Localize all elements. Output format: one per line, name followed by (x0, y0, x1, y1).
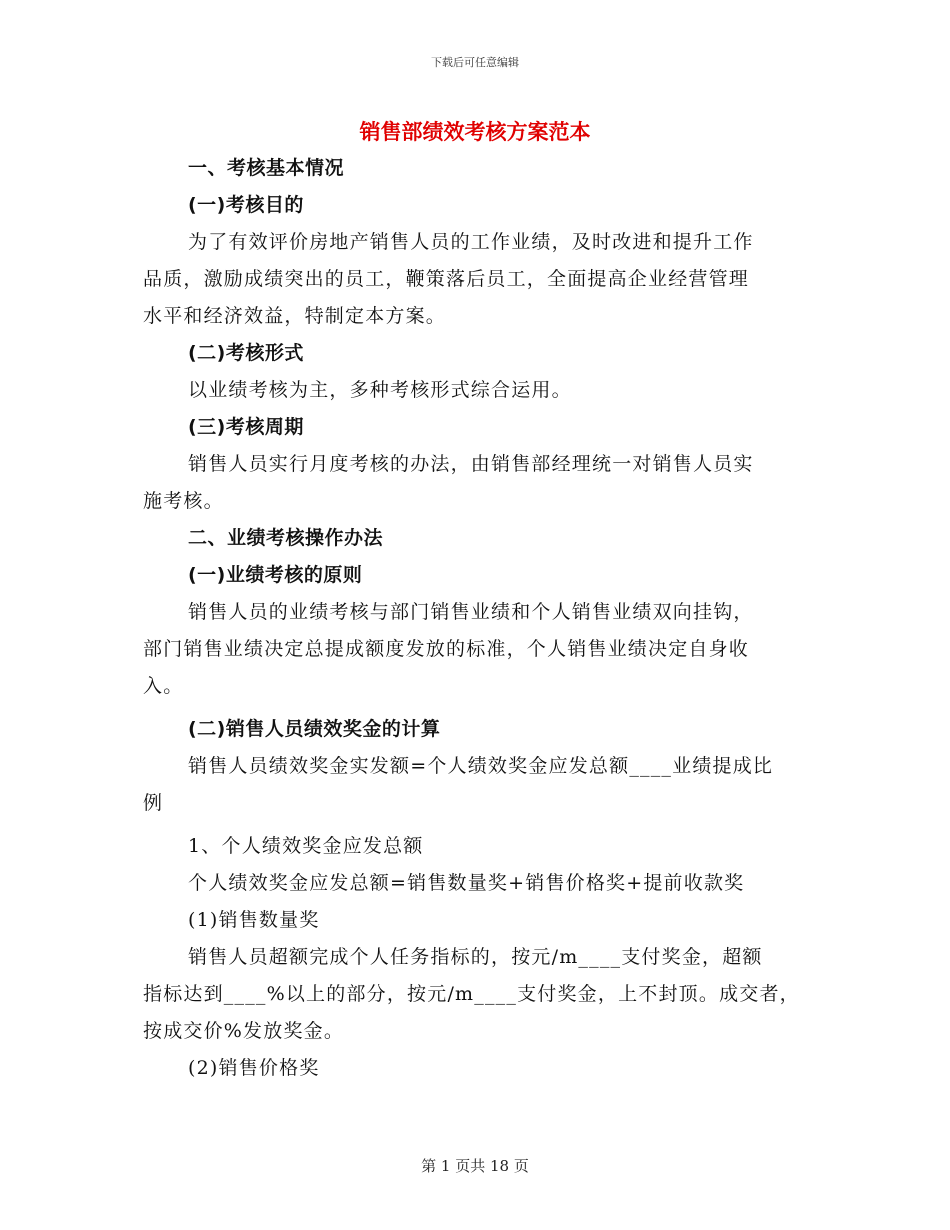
item-heading: (1)销售数量奖 (188, 909, 320, 931)
paragraph-line: 例 (143, 792, 164, 814)
paragraph-line: 销售人员的业绩考核与部门销售业绩和个人销售业绩双向挂钩， (188, 601, 754, 623)
page-header: 下载后可任意编辑 (431, 56, 519, 69)
paragraph-line: 部门销售业绩决定总提成额度发放的标准，个人销售业绩决定自身收 (143, 638, 750, 660)
document-body (143, 150, 813, 1087)
paragraph-line: 入。 (143, 675, 184, 697)
paragraph-line: 销售人员实行月度考核的办法，由销售部经理统一对销售人员实 (188, 453, 754, 475)
item-heading: (2)销售价格奖 (188, 1057, 320, 1079)
paragraph-line: 为了有效评价房地产销售人员的工作业绩，及时改进和提升工作 (188, 231, 754, 253)
paragraph-line: 水平和经济效益，特制定本方案。 (143, 305, 447, 327)
paragraph-line: 施考核。 (143, 490, 224, 512)
subsection-heading: (二)考核形式 (188, 342, 304, 364)
page-footer: 第 1 页共 18 页 (421, 1157, 529, 1175)
item-heading: 1、个人绩效奖金应发总额 (188, 835, 424, 857)
subsection-heading: (二)销售人员绩效奖金的计算 (188, 718, 441, 740)
paragraph-line: 销售人员超额完成个人任务指标的，按元/m____支付奖金，超额 (188, 946, 763, 968)
section-heading: 一、考核基本情况 (188, 157, 345, 179)
subsection-heading: (一)业绩考核的原则 (188, 564, 363, 586)
subsection-heading: (三)考核周期 (188, 416, 304, 438)
section-heading: 二、业绩考核操作办法 (188, 527, 384, 549)
paragraph-line: 以业绩考核为主，多种考核形式综合运用。 (188, 379, 572, 401)
document-title: 销售部绩效考核方案范本 (359, 120, 591, 144)
paragraph-line: 销售人员绩效奖金实发额=个人绩效奖金应发总额____业绩提成比 (188, 755, 774, 777)
paragraph-line: 个人绩效奖金应发总额=销售数量奖+销售价格奖+提前收款奖 (188, 872, 745, 894)
subsection-heading: (一)考核目的 (188, 194, 304, 216)
paragraph-line: 按成交价%发放奖金。 (143, 1020, 345, 1042)
paragraph-line: 指标达到____%以上的部分，按元/m____支付奖金，上不封顶。成交者， (143, 983, 800, 1005)
paragraph-line: 品质，激励成绩突出的员工，鞭策落后员工，全面提高企业经营管理 (143, 268, 750, 290)
